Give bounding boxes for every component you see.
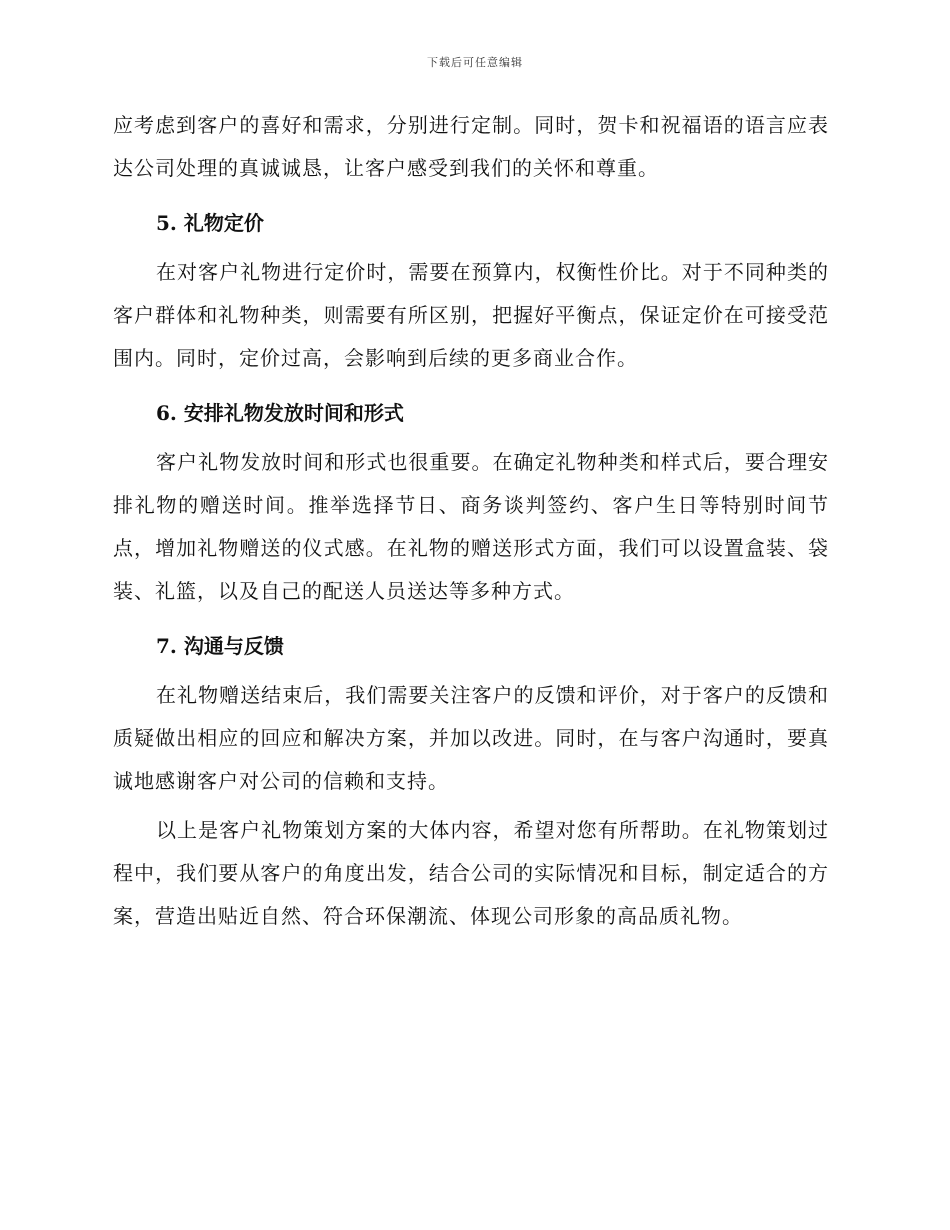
section-heading-6: 6. 安排礼物发放时间和形式 (156, 401, 404, 425)
paragraph-schedule: 客户礼物发放时间和形式也很重要。在确定礼物种类和样式后，要合理安排礼物的赠送时间。推举选择节日、商务谈判签约、客户生日等特别时间节点，增加礼物赠送的仪式感。在礼物的赠送形式方面，我们可以设置盒装、袋装、礼篮，以及自己的配送人员送达等多种方式。 (113, 450, 829, 603)
paragraph-feedback: 在礼物赠送结束后，我们需要关注客户的反馈和评价，对于客户的反馈和质疑做出相应的回应和解决方案，并加以改进。同时，在与客户沟通时，要真诚地感谢客户对公司的信赖和支持。 (113, 683, 829, 793)
header-note: 下载后可任意编辑 (427, 56, 523, 69)
section-heading-5: 5. 礼物定价 (156, 211, 264, 235)
paragraph-conclusion: 以上是客户礼物策划方案的大体内容，希望对您有所帮助。在礼物策划过程中，我们要从客户的角度出发，结合公司的实际情况和目标，制定适合的方案，营造出贴近自然、符合环保潮流、体现公司形象的高品质礼物。 (113, 818, 829, 928)
section-heading-7: 7. 沟通与反馈 (156, 634, 284, 658)
document-body (113, 104, 829, 938)
paragraph-intro: 应考虑到客户的喜好和需求，分别进行定制。同时，贺卡和祝福语的语言应表达公司处理的真诚诚恳，让客户感受到我们的关怀和尊重。 (113, 113, 829, 180)
paragraph-pricing: 在对客户礼物进行定价时，需要在预算内，权衡性价比。对于不同种类的客户群体和礼物种类，则需要有所区别，把握好平衡点，保证定价在可接受范围内。同时，定价过高，会影响到后续的更多商业合作。 (113, 260, 829, 370)
